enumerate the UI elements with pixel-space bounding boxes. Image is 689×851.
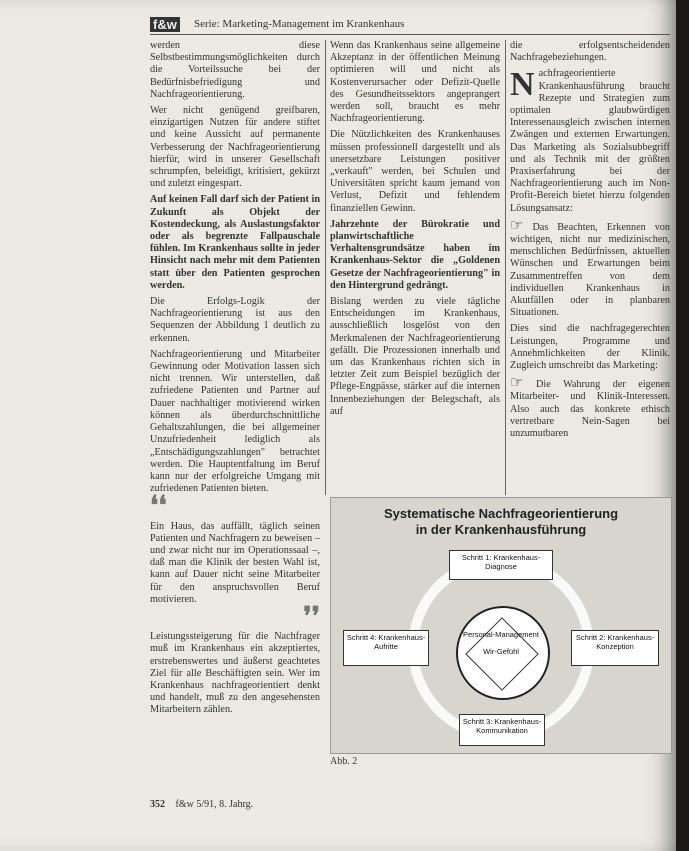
quote-open-icon: ❛❛ [150, 490, 167, 521]
diagram-title-line: in der Krankenhausführung [415, 522, 587, 537]
text-column-1 [150, 40, 320, 721]
text-column-3 [510, 40, 670, 444]
pointing-hand-icon: ☞ [510, 373, 524, 392]
center-label-line: Personal-Management [463, 630, 539, 639]
quote-close-icon: ❜❜ [303, 600, 320, 631]
figure-caption: Abb. 2 [330, 756, 358, 767]
bold-paragraph: Auf keinen Fall darf sich der Patient in Zukunft als Objekt der Kostendeckung, als Auslastungsfaktor oder als begrenzte Fallpauschale fühlen. Im Krankenhaus sollte in jeder Hinsicht nach mehr mit dem Patienten statt über den Patienten gesprochen werden. [150, 194, 320, 291]
center-label [461, 630, 541, 656]
issue-info: f&w 5/91, 8. Jahrg. [175, 799, 254, 810]
page-number: 352 [150, 799, 165, 810]
column-rule-2 [505, 40, 506, 495]
paragraph: Die Nützlichkeiten des Krankenhauses müssen professionell dargestellt und als unersetzbare Leistungen positiver „verkauft" werden, bei Schulen und Universitäten spricht kaum jemand von Verlust, Defizit und fehlendem finanziellen Gewinn. [330, 129, 500, 214]
paragraph: Wenn das Krankenhaus seine allgemeine Akzeptanz in der öffentlichen Meinung optimieren will und nicht als Kostenverursacher oder Defizit-Quelle des Gesundheitssektors angeprangert werden soll, braucht es mehr Nachfrageorientierung. [330, 40, 500, 125]
paragraph: Nachfrageorientierung und Mitarbeiter Gewinnung oder Motivation lassen sich nicht trennen. Wir unterstellen, daß zufriedene Patienten und Partner auf Dauer nachhaltiger motivierend wirken können als überdurchschnittliche Gehaltszahlungen, die bei allgemeiner Unzufriedenheit lediglich als „Entschädigungszahlungen" betrachtet werden. Die Hauptentfaltung im Beruf kann nur der erfolgreiche Umgang mit zufriedenen Patienten bieten. [150, 348, 320, 495]
text-column-2 [330, 40, 500, 422]
paragraph: Die Erfolgs-Logik der Nachfrageorientierung ist aus den Sequenzen der Abbildung 1 deutlich zu erkennen. [150, 296, 320, 344]
paragraph: Wer nicht genügend greifbaren, einzigartigen Nutzen für andere stiftet und keine Aussicht auf permanente Verbesserung der Nachfrageorientierung hierfür, wird in unserer Gesellschaft schrumpfen, beleidigt, kritisiert, gekürzt und zuletzt eingespart. [150, 105, 320, 190]
page-footer [150, 799, 253, 810]
step-3-box: Schritt 3: Krankenhaus-Kommunikation [459, 714, 545, 746]
column-rule-1 [325, 40, 326, 495]
paragraph: achfrageorientierte Krankenhausführung braucht Rezepte und Strategien zum optimalen glaubwürdigen Interessenausgleich zwischen internen Zwängen und externen Erwartungen. Das Marketing als Sozialsubbegriff und als Technik mit der größten Praxiserfahrung bei der Nachfrageorientierung auch im Non-Profit-Bereich bietet hierzu folgenden Lösungsansatz: [510, 68, 670, 214]
pull-quote: Ein Haus, das auffällt, täglich seinen Patienten und Nachfragern zu beweisen – und zwar nicht nur im Operationssaal –, daß man die Klinik der besten Wahl ist, kann auf Dauer nicht seine Mitarbeiter für den anspruchsvollen Beruf motivieren. [150, 520, 320, 605]
fw-logo: f&w [150, 17, 180, 32]
paragraph: Dies sind die nachfragegerechten Leistungen, Programme und Annehmlichkeiten der Klinik. Zugleich umschreibt das Marketing: [510, 323, 670, 372]
paragraph: die erfolgsentscheidenden Nachfragebeziehungen. [510, 40, 670, 64]
step-2-box: Schritt 2: Krankenhaus-Konzeption [571, 630, 659, 666]
pointing-hand-icon: ☞ [510, 215, 524, 234]
paragraph: Leistungssteigerung für die Nachfrager muß im Krankenhaus ein akzeptiertes, erstrebenswertes und äußerst geachtetes Ziel für alle Beschäftigten sein. Wer im Krankenhaus nachfrageorientiert denkt und handelt, muß zu den angesehensten Mitarbeitern zählen. [150, 631, 320, 716]
paragraph: Bislang werden zu viele tägliche Entscheidungen im Krankenhaus, ausschließlich losgelöst von den Merkmalenen der Nachfrageorientierung gefällt. Die Prozessionen innerhalb und um das Krankenhaus richten sich in letzter Zeit zum Beispiel bezüglich der Pflege-Engpässe, stärker auf die internen Innenbeziehungen der Belegschaft, als auf [330, 296, 500, 417]
bold-paragraph: Jahrzehnte der Bürokratie und planwirtschaftliche Verhaltensgrundsätze haben im Krankenhaus-Sektor die „Goldenen Gesetze der Nachfrageorientierung" in den Hintergrund gedrängt. [330, 218, 500, 291]
drop-cap: N [510, 66, 535, 104]
figure-diagram [330, 497, 672, 754]
series-title: Serie: Marketing-Management im Krankenhaus [194, 18, 405, 30]
paragraph: werden diese Selbstbestimmungsmöglichkeiten durch die Vorteilssuche bei der Bedürfnisbefriedigung und Nachfrageorientierung. [150, 40, 320, 100]
step-1-box: Schritt 1: Krankenhaus-Diagnose [449, 550, 553, 580]
center-label-line: Wir-Gefühl [483, 647, 519, 656]
paragraph: Das Beachten, Erkennen von wichtigen, nicht nur medizinischen, menschlichen Bedürfnissen, aktuellen Wünschen und Erwartungen beim Zusammentreffen von dem individuellen Krankenhaus in Akutfällen oder in planbaren Situationen. [510, 221, 670, 319]
paragraph: Die Wahrung der eigenen Mitarbeiter- und Klinik-Interessen. Also auch das konkrete ethisch vertretbare Nein-Sagen bei unzumutbaren [510, 379, 670, 440]
running-header [150, 18, 670, 35]
step-4-box: Schritt 4: Krankenhaus-Aufritte [343, 630, 429, 666]
diagram-title-line: Systematische Nachfrageorientierung [383, 506, 619, 521]
